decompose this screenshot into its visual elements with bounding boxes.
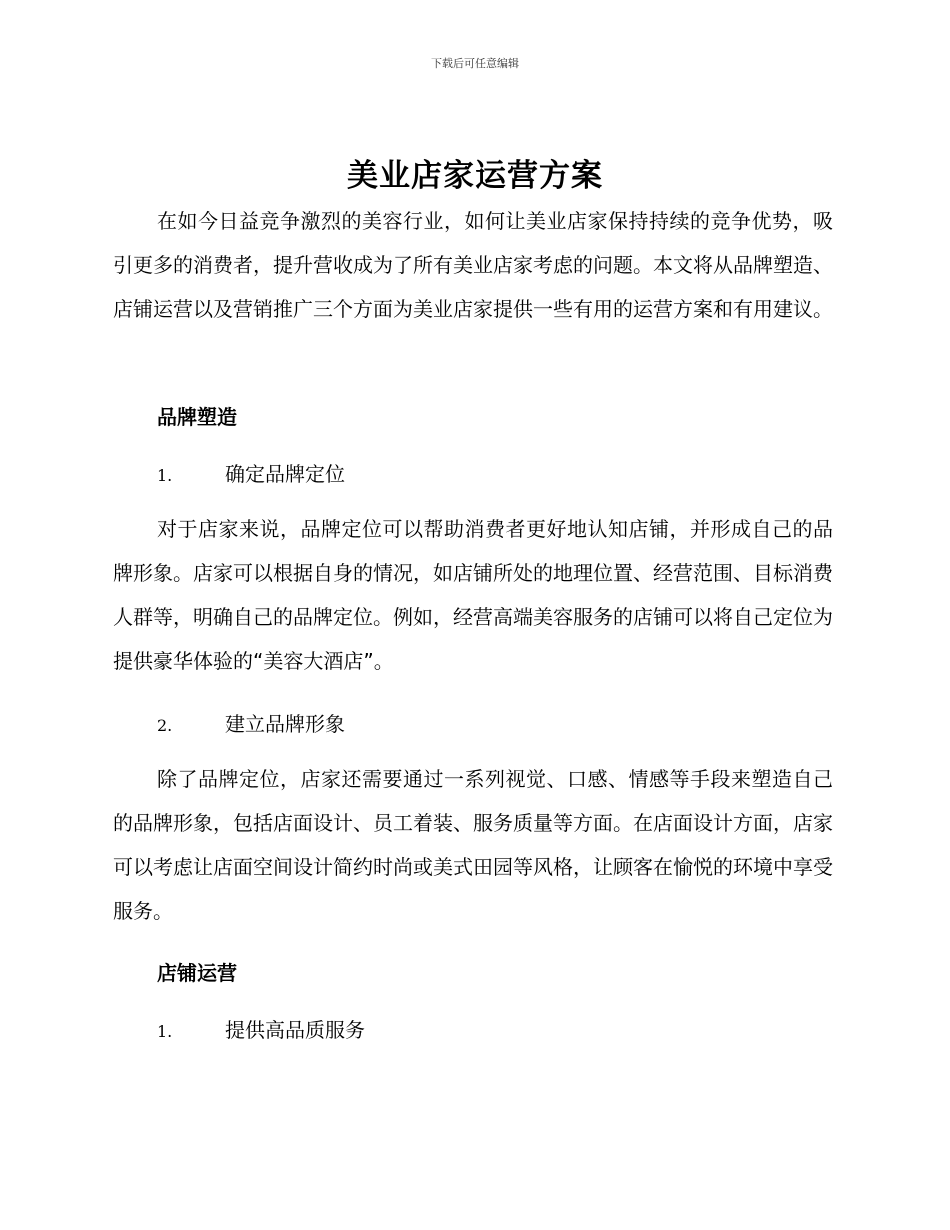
- brand-image-paragraph: 除了品牌定位，店家还需要通过一系列视觉、口感、情感等手段来塑造自己的品牌形象，包括店面设计、员工着装、服务质量等方面。在店面设计方面，店家可以考虑让店面空间设计简约时尚或美式田园等风格，让顾客在愉悦的环境中享受服务。: [113, 767, 833, 923]
- list-item-title: 提供高品质服务: [225, 1018, 365, 1042]
- list-number: 1.: [157, 1022, 173, 1041]
- list-item-brand-image: [157, 708, 345, 737]
- list-item-title: 确定品牌定位: [225, 462, 345, 486]
- list-number: 2.: [157, 716, 173, 735]
- section-heading-store-operation: 店铺运营: [157, 961, 237, 985]
- list-item-quality-service: [157, 1014, 365, 1043]
- document-title: 美业店家运营方案: [347, 158, 603, 194]
- list-item-title: 建立品牌形象: [225, 712, 345, 736]
- list-item-brand-positioning: [157, 458, 345, 487]
- list-number: 1.: [157, 466, 173, 485]
- header-note: 下载后可任意编辑: [431, 57, 519, 70]
- brand-positioning-paragraph: 对于店家来说，品牌定位可以帮助消费者更好地认知店铺，并形成自己的品牌形象。店家可以根据自身的情况，如店铺所处的地理位置、经营范围、目标消费人群等，明确自己的品牌定位。例如，经营高端美容服务的店铺可以将自己定位为提供豪华体验的“美容大酒店”。: [113, 517, 833, 673]
- section-heading-brand: 品牌塑造: [157, 405, 237, 429]
- intro-paragraph: 在如今日益竞争激烈的美容行业，如何让美业店家保持持续的竞争优势，吸引更多的消费者，提升营收成为了所有美业店家考虑的问题。本文将从品牌塑造、店铺运营以及营销推广三个方面为美业店家提供一些有用的运营方案和有用建议。: [113, 209, 833, 321]
